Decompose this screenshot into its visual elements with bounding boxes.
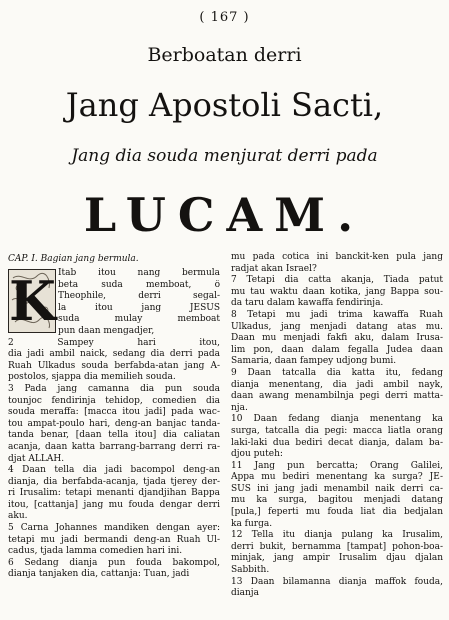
text-line: Sabbith. (231, 565, 270, 576)
text-line: radjat akan Israel? (231, 263, 317, 274)
text-line: itou, [cattanja] jang mu fouda dengar derri (8, 499, 220, 510)
text-line: Daan mu menjadi fakfi aku, dalam Irusa- (231, 333, 443, 344)
text-line: mu tau waktu daan kotika, jang Bappa sou- (231, 286, 443, 297)
text-line: 5 Carna Johannes mandiken dengan ayer: (8, 523, 220, 534)
text-line: 11 Jang pun bercatta; Orang Galilei, (231, 460, 443, 471)
text-line: djou puteh: (231, 449, 283, 460)
text-line: 12 Tella itu dianja pulang ka Irusalim, (231, 530, 443, 541)
text-line: 10 Daan fedang dianja menentang ka (231, 414, 443, 425)
text-line: 2 Sampey hari itou, (8, 337, 220, 348)
text-line: ri Irusalim: tetapi menanti djandjihan Bappa (8, 488, 220, 499)
title-line-1: Berboatan derri (147, 44, 302, 66)
text-line: Appa mu bediri menentang ka surga? JE- (231, 472, 443, 483)
left-text-lines (8, 268, 220, 581)
text-line: laki-laki dua bediri decat dianja, dalam ba- (231, 437, 443, 448)
text-line: da taru dalam kawaffa fendirinja. (231, 298, 384, 309)
text-line: derri bukit, bernamma [tampat] pohon-boa- (231, 541, 443, 552)
text-line: [pula,] feperti mu fouda liat dia bedjalan (231, 507, 443, 518)
drop-cap-letter: K (9, 269, 56, 333)
text-line: aku. (8, 511, 28, 522)
text-line: tetapi mu jadi bermandi deng-an Ruah Ul- (8, 534, 220, 545)
text-line: pun daan mengadjer, (58, 325, 155, 336)
text-line: nja. (231, 402, 248, 413)
text-line: djat ALLAH. (8, 453, 65, 464)
right-column (231, 252, 443, 600)
text-line: suda mulay memboat (58, 314, 220, 325)
page-number: ( 167 ) (199, 10, 250, 25)
text-line: 6 Sedang dianja pun fouda bakompol, (8, 557, 220, 568)
text-line: 7 Tetapi dia catta akanja, Tiada patut (231, 275, 443, 286)
text-line: souda meraffa: [macca itou jadi] pada wac- (8, 407, 220, 418)
text-line: 4 Daan tella dia jadi bacompol deng-an (8, 465, 220, 476)
right-text-lines (231, 252, 443, 600)
text-line: lim pon, daan dalam fegalla Judea daan (231, 344, 443, 355)
text-line: tou ampat-poulo hari, deng-an banjac tanda- (8, 418, 220, 429)
text-line: minjak, jang ampir Irusalim djau djalan (231, 553, 443, 564)
text-line: tounjoc fendirinja tehidop, comedien dia (8, 395, 220, 406)
text-line: 8 Tetapi mu jadi trima kawaffa Ruah (231, 309, 443, 320)
text-line: Theophile, derri segal- (58, 291, 220, 302)
text-line: ka furga. (231, 518, 273, 529)
text-line: acanja, daan katta barrang-barrang derri ra- (8, 441, 220, 452)
text-line: mu ka surga, bagitou menjadi datang (231, 495, 443, 506)
left-column (8, 252, 220, 581)
text-line: mu pada cotica ini banckit-ken pula jang (231, 252, 443, 262)
text-line: dianja menentang, dia jadi ambil nayk, (231, 379, 443, 390)
text-line: Itab itou nang bermula (58, 268, 220, 278)
text-line: 13 Daan bilamanna dianja maffok fouda, (231, 576, 443, 587)
text-line: Ulkadus, jang menjadi datang atas mu. (231, 321, 443, 332)
text-line: tanda benar, [daan tella itou] dia caliatan (8, 430, 220, 441)
text-line: dianja, dia berfabda-acanja, tjada tjerey der- (8, 476, 220, 487)
text-line: 9 Daan tatcalla dia katta itu, fedang (231, 367, 443, 378)
chapter-caption: CAP. I. Bagian jang bermula. (8, 254, 139, 264)
text-line: Ruah Ulkadus souda berfabda-atan jang A- (8, 360, 220, 371)
title-line-4: LUCAM. (83, 188, 366, 242)
text-line: surga, tatcalla dia pegi: macca liatla orang (231, 425, 443, 436)
text-line: dianja (231, 588, 259, 599)
text-line: la itou jang JESUS (58, 302, 220, 313)
text-line: dia jadi ambil naick, sedang dia derri pada (8, 349, 220, 360)
text-line: daan awang menambilnja pegi derri matta- (231, 391, 443, 402)
text-line: postolos, sjappa dia memilieh souda. (8, 372, 176, 383)
text-line: SUS ini jang jadi menambil naik derri ca- (231, 483, 443, 494)
text-line: beta suda memboat, ô (58, 279, 220, 290)
text-line: dianja tanjaken dia, cattanja: Tuan, jadi (8, 569, 190, 580)
text-line: 3 Pada jang camanna dia pun souda (8, 383, 220, 394)
title-line-2: Jang Apostoli Sacti, (65, 86, 384, 124)
text-line: Samaria, daan fampey udjong bumi. (231, 356, 397, 367)
text-line: cadus, tjada lamma comedien hari ini. (8, 546, 183, 557)
title-line-3: Jang dia souda menjurat derri pada (71, 146, 378, 166)
